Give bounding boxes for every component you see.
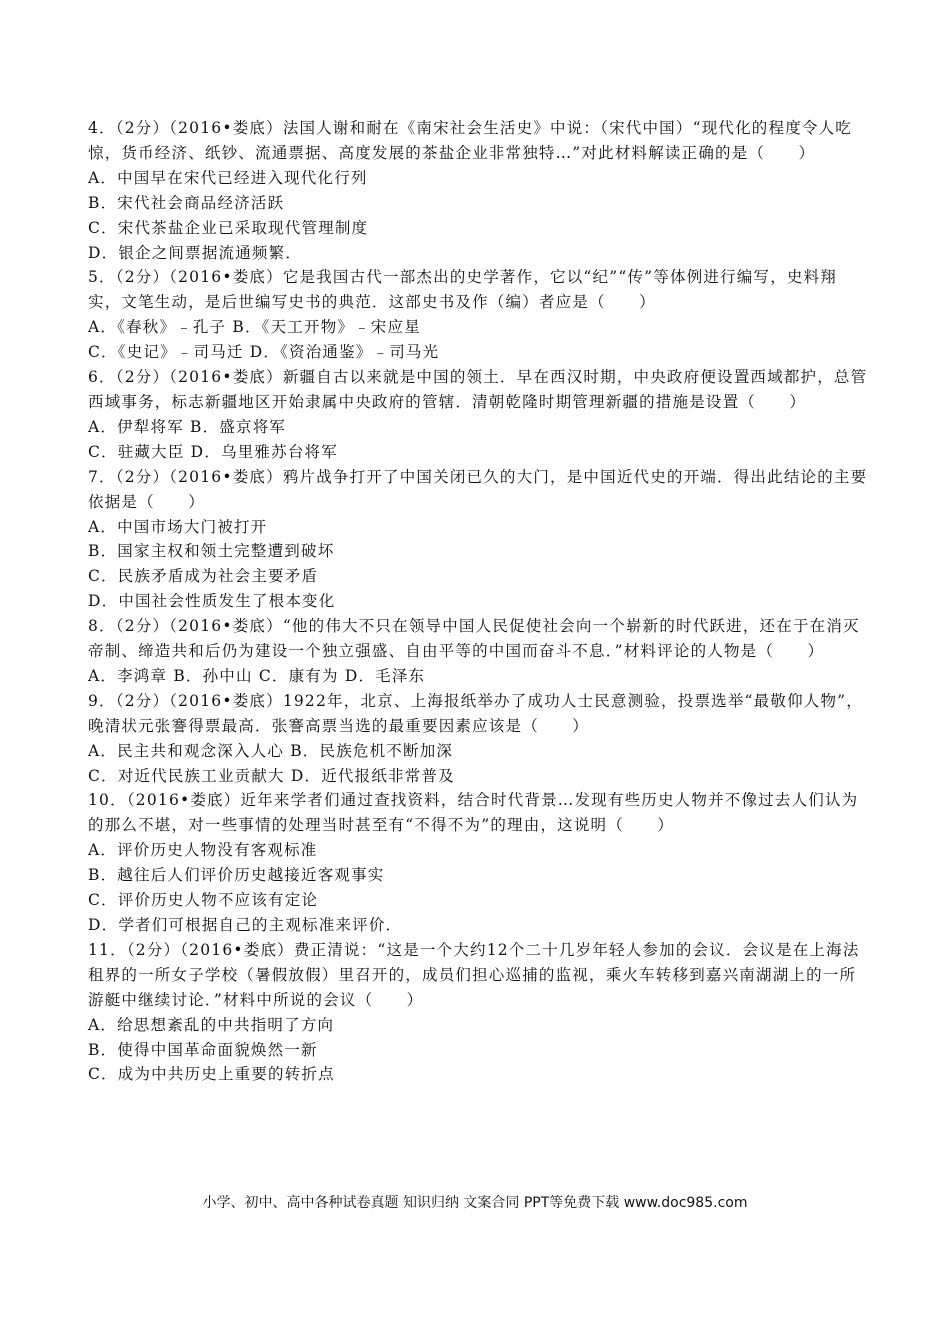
answer-option: A．给思想紊乱的中共指明了方向 [88, 1015, 335, 1034]
answer-option: C．宋代茶盐企业已采取现代管理制度 [88, 218, 369, 237]
answer-option: A．民主共和观念深入人心 B．民族危机不断加深 [88, 741, 454, 760]
question-stem: 8．（2分）（2016•娄底）“他的伟大不只在领导中国人民促使社会向一个崭新的时代跃进，还在于在消灭帝制、缔造共和后仍为建设一个独立强盛、自由平等的中国而奋斗不息．”材料评论的人物是（ ） [88, 617, 860, 661]
question-item [88, 365, 868, 465]
answer-option: D．银企之间票据流通频繁． [88, 243, 303, 262]
question-item [88, 116, 868, 265]
question-item [88, 788, 868, 937]
answer-option: B．国家主权和领土完整遭到破坏 [88, 542, 335, 561]
question-item [88, 265, 868, 365]
question-stem: 10．（2016•娄底）近年来学者们通过查找资料，结合时代背景…发现有些历史人物并不像过去人们认为的那么不堪，对一些事情的处理当时甚至有“不得不为”的理由，这说明（ ） [88, 791, 859, 835]
page-footer: 小学、初中、高中各种试卷真题 知识归纳 文案合同 PPT等免费下载 www.doc985.com [202, 1195, 748, 1211]
answer-option: A．伊犁将军 B．盛京将军 [88, 417, 287, 436]
answer-option: C．对近代民族工业贡献大 D．近代报纸非常普及 [88, 766, 455, 785]
answer-option: D．学者们可根据自己的主观标准来评价． [88, 916, 403, 934]
answer-option: C．成为中共历史上重要的转折点 [88, 1065, 335, 1084]
question-item [88, 465, 868, 614]
question-stem: 5．（2分）（2016•娄底）它是我国古代一部杰出的史学著作，它以“纪”“传”等体例进行编写，史料翔实，文笔生动，是后世编写史书的典范．这部史书及作（编）者应是（ ） [88, 268, 838, 312]
answer-option: B．越往后人们评价历史越接近客观事实 [88, 866, 385, 885]
answer-option: C．民族矛盾成为社会主要矛盾 [88, 567, 319, 586]
answer-option: C．评价历史人物不应该有定论 [88, 891, 319, 910]
answer-option: A．中国早在宋代已经进入现代化行列 [88, 168, 368, 187]
question-stem: 9．（2分）（2016•娄底）1922年，北京、上海报纸举办了成功人士民意测验，投票选举“最敬仰人物”，晚清状元张謇得票最高．张謇高票当选的最重要因素应该是（ ） [88, 691, 864, 735]
question-item [88, 689, 868, 789]
question-item [88, 614, 868, 689]
answer-option: D．中国社会性质发生了根本变化 [88, 592, 336, 611]
question-list [88, 116, 868, 1087]
answer-option: A．《春秋》﹣孔子 B．《天工开物》﹣宋应星 [88, 318, 421, 337]
question-stem: 6．（2分）（2016•娄底）新疆自古以来就是中国的领土．早在西汉时期，中央政府便设置西域都护，总管西域事务，标志新疆地区开始隶属中央政府的管辖．清朝乾隆时期管理新疆的措施是设置（ ） [88, 368, 868, 411]
answer-option: A．中国市场大门被打开 [88, 517, 268, 536]
answer-option: A．评价历史人物没有客观标准 [88, 841, 318, 860]
question-stem: 11．（2分）（2016•娄底）费正清说：“这是一个大约12个二十几岁年轻人参加的会议．会议是在上海法租界的一所女子学校（暑假放假）里召开的，成员们担心巡捕的监视，乘火车转移到嘉兴南湖湖上的一所游艇中继续讨论．”材料中所说的会议（ ） [88, 940, 860, 1009]
answer-option: B．宋代社会商品经济活跃 [88, 193, 285, 212]
answer-option: C．《史记》﹣司马迁 D．《资治通鉴》﹣司马光 [88, 343, 440, 362]
question-item [88, 938, 868, 1087]
answer-option: C．驻藏大臣 D．乌里雅苏台将军 [88, 442, 338, 461]
answer-option: B．使得中国革命面貌焕然一新 [88, 1040, 318, 1059]
answer-option: A．李鸿章 B．孙中山 C．康有为 D．毛泽东 [88, 666, 426, 685]
question-stem: 7．（2分）（2016•娄底）鸦片战争打开了中国关闭已久的大门，是中国近代史的开端．得出此结论的主要依据是（ ） [88, 467, 868, 511]
question-stem: 4．（2分）（2016•娄底）法国人谢和耐在《南宋社会生活史》中说：（宋代中国）“现代化的程度令人吃惊，货币经济、纸钞、流通票据、高度发展的茶盐企业非常独特…”对此材料解读正确的是（ ） [88, 119, 852, 162]
